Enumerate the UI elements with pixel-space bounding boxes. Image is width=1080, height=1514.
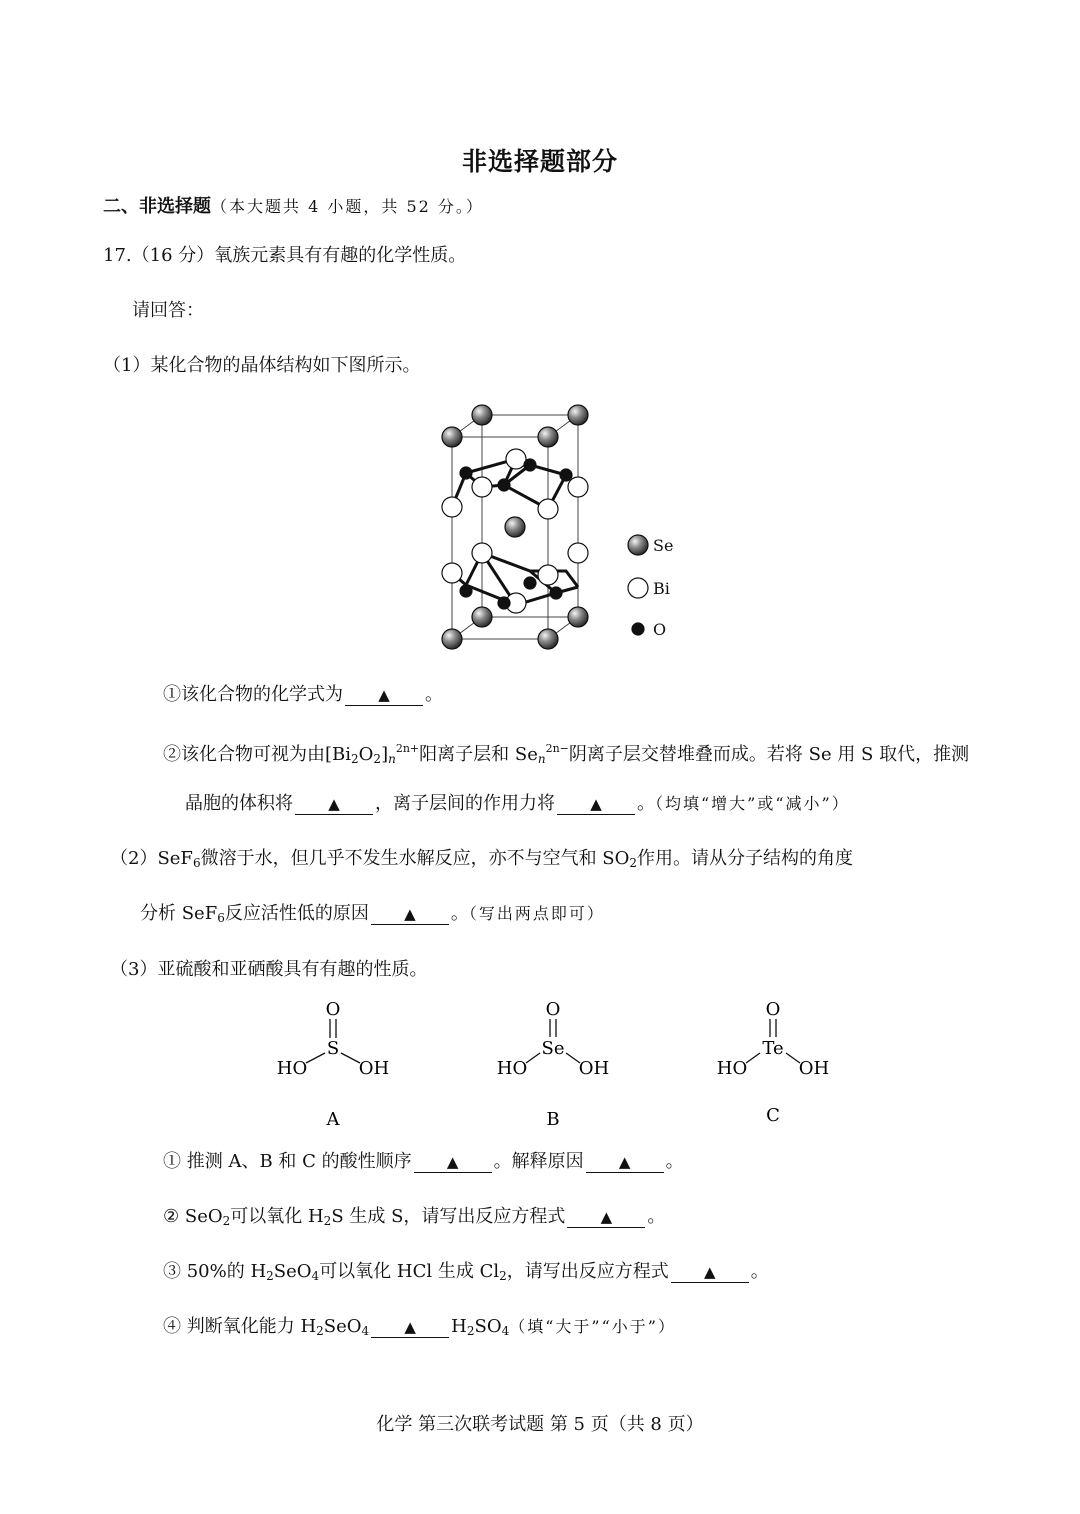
part2-text: 分析 SeF <box>140 903 218 924</box>
structure-label: A <box>326 1109 340 1130</box>
answer-blank[interactable]: ▲ <box>414 1152 492 1173</box>
bi-atom <box>506 449 526 469</box>
legend-bi-marker <box>628 578 648 598</box>
question-number: 17.（16 分） <box>103 245 215 266</box>
bi-atom <box>568 543 588 563</box>
se-atom <box>538 427 558 447</box>
subscript: 2 <box>629 856 638 870</box>
part3-text: 可以氧化 H <box>230 1206 324 1227</box>
part2-line1 <box>110 847 853 875</box>
superscript: 2n− <box>545 742 569 755</box>
answer-blank[interactable]: ▲ <box>345 685 423 706</box>
part3-item1 <box>163 1150 684 1174</box>
se-atom <box>538 629 558 649</box>
question-intro-text: 氧族元素具有有趣的化学性质。 <box>214 245 467 266</box>
section-header <box>103 195 484 219</box>
part1-item2-line1 <box>163 737 969 771</box>
part3-text: 。 <box>750 1261 769 1282</box>
legend-o-label: O <box>653 620 667 639</box>
o-atom <box>560 469 572 481</box>
part3-item4 <box>163 1315 676 1343</box>
part3-text: ① 推测 A、B 和 C 的酸性顺序 <box>163 1151 412 1172</box>
part3-text: SO <box>474 1316 502 1337</box>
o-atom <box>460 467 472 479</box>
answer-blank[interactable]: ▲ <box>295 794 373 815</box>
answer-blank[interactable]: ▲ <box>371 904 449 925</box>
part3-text: （3）亚硫酸和亚硒酸具有有趣的性质。 <box>110 959 428 980</box>
part2-text: 反应活性低的原因 <box>224 903 369 924</box>
part3-text: S 生成 S，请写出反应方程式 <box>331 1206 566 1227</box>
legend-se-marker <box>628 535 648 555</box>
se-atom <box>568 405 588 425</box>
structure-label: C <box>766 1105 780 1126</box>
answer-blank[interactable]: ▲ <box>557 794 635 815</box>
o-atom <box>460 585 472 597</box>
subscript: 2 <box>373 752 382 766</box>
hint-text: （写出两点即可） <box>468 904 605 923</box>
item2-text: 。 <box>637 793 655 814</box>
subscript: 2 <box>316 1324 324 1338</box>
subscript: 6 <box>192 856 201 870</box>
item2-text: ，离子层间的作用力将 <box>375 793 555 814</box>
item2-text: ②该化合物可视为由[Bi <box>163 744 352 765</box>
item2-text: 阴离子层交替堆叠而成。若将 Se 用 S 取代，推测 <box>568 744 970 765</box>
subscript: 2 <box>499 1269 507 1283</box>
item2-text: O <box>358 744 374 765</box>
se-atom <box>442 629 462 649</box>
se-atom <box>472 405 492 425</box>
superscript: 2n+ <box>395 742 420 755</box>
hydroxyl-label: OH <box>798 1058 830 1079</box>
hydroxyl-label: OH <box>358 1058 390 1079</box>
oxygen-label: O <box>545 999 561 1020</box>
question-prompt: 请回答： <box>132 300 204 321</box>
subscript: 2 <box>351 752 359 766</box>
legend-o-marker <box>632 623 644 635</box>
part2-line2 <box>140 902 605 930</box>
subscript: 4 <box>361 1324 370 1338</box>
hint-text: （填“大于”“小于”） <box>509 1317 676 1336</box>
oxygen-label: O <box>765 999 781 1020</box>
subscript: 2 <box>266 1269 274 1283</box>
part3-text: 可以氧化 HCl 生成 Cl <box>319 1261 500 1282</box>
item2-text: ] <box>381 744 389 765</box>
part3-text: SeO <box>323 1316 362 1337</box>
bi-atom <box>568 477 588 497</box>
subscript: 4 <box>501 1324 510 1338</box>
center-atom-label: Se <box>541 1038 565 1059</box>
subscript: n <box>388 752 396 766</box>
o-atom <box>524 577 536 589</box>
page-title: 非选择题部分 <box>461 147 618 176</box>
o-atom <box>498 479 510 491</box>
structure-c <box>717 999 829 1126</box>
part1-item1 <box>163 683 443 707</box>
center-atom-label: S <box>326 1038 340 1059</box>
structure-b <box>497 999 609 1130</box>
bi-atom <box>538 499 558 519</box>
hydroxyl-label: OH <box>578 1058 610 1079</box>
se-atom <box>505 517 525 537</box>
hydroxyl-label: HO <box>276 1058 308 1079</box>
hydroxyl-label: HO <box>496 1058 528 1079</box>
part3-text: ④ 判断氧化能力 H <box>163 1316 317 1337</box>
subscript: 2 <box>466 1324 475 1338</box>
o-atom <box>524 459 536 471</box>
subscript: 4 <box>311 1269 320 1283</box>
subscript: 6 <box>217 911 225 925</box>
part2-text: 微溶于水，但几乎不发生水解反应，亦不与空气和 SO <box>200 848 630 869</box>
answer-blank[interactable]: ▲ <box>586 1152 664 1173</box>
legend-se-label: Se <box>653 536 674 555</box>
part2-text: （2）SeF <box>110 848 193 869</box>
part3-text: SeO <box>273 1261 312 1282</box>
se-atom <box>568 607 588 627</box>
bi-atom <box>472 543 492 563</box>
oxygen-label: O <box>325 999 341 1020</box>
part3-text: 。 <box>647 1206 666 1227</box>
part3-text: ，请写出反应方程式 <box>506 1261 669 1282</box>
se-atom <box>442 427 462 447</box>
page-footer: 化学 第三次联考试题 第 5 页（共 8 页） <box>376 1414 704 1435</box>
answer-blank[interactable]: ▲ <box>671 1262 749 1283</box>
answer-blank[interactable]: ▲ <box>371 1317 449 1338</box>
section-heading: 二、非选择题 <box>103 196 211 217</box>
part2-text: 作用。请从分子结构的角度 <box>637 848 854 869</box>
item2-text: 晶胞的体积将 <box>185 793 293 814</box>
acid-structures-figure <box>270 995 850 1130</box>
part3-text: 。解释原因 <box>493 1151 584 1172</box>
item1-text: ①该化合物的化学式为 <box>163 684 343 705</box>
part3-text: ② SeO <box>163 1206 223 1227</box>
center-atom-label: Te <box>762 1038 784 1059</box>
crystal-structure-figure <box>420 395 700 665</box>
question-intro <box>103 244 466 268</box>
se-atom <box>472 607 492 627</box>
bi-atom <box>442 497 462 517</box>
bi-atom <box>472 477 492 497</box>
hydroxyl-label: HO <box>716 1058 748 1079</box>
part2-text: 。 <box>450 903 469 924</box>
item2-text: 阳离子层和 Se <box>419 744 538 765</box>
hint-text: （均填“增大”或“减小”） <box>655 794 850 813</box>
subscript: 2 <box>222 1214 231 1228</box>
subscript: 2 <box>323 1214 332 1228</box>
bi-atom <box>442 563 462 583</box>
part3-text: 。 <box>665 1151 684 1172</box>
structure-a <box>277 999 389 1130</box>
part1-text: （1）某化合物的晶体结构如下图所示。 <box>103 355 421 376</box>
legend-bi-label: Bi <box>653 579 670 598</box>
o-atom <box>498 597 510 609</box>
answer-blank[interactable]: ▲ <box>567 1207 645 1228</box>
part1-item2-line2 <box>185 792 850 816</box>
part3-text: H <box>451 1316 467 1337</box>
item1-end: 。 <box>425 684 443 705</box>
subscript: n <box>537 752 546 766</box>
part3-item2 <box>163 1205 665 1233</box>
o-atom <box>550 587 562 599</box>
section-note: （本大题共 4 小题，共 52 分。） <box>211 197 484 216</box>
bi-atom <box>538 565 558 585</box>
part3-text: ③ 50%的 H <box>163 1261 267 1282</box>
structure-label: B <box>546 1109 560 1130</box>
part3-item3 <box>163 1260 769 1288</box>
